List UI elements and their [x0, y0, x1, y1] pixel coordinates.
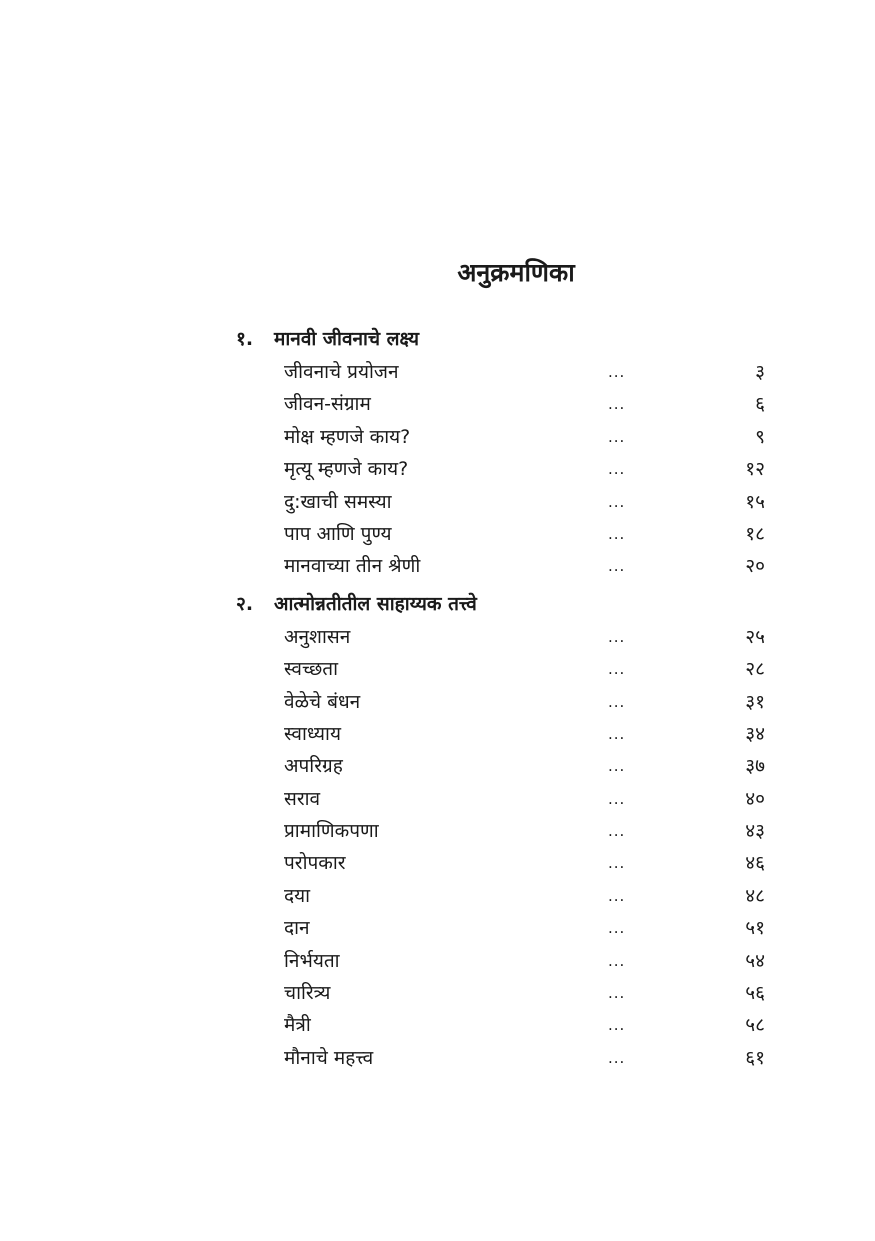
entry-page-number: ४८: [745, 884, 765, 907]
entry-leader-dots: ...: [608, 724, 626, 743]
toc-entry[interactable]: [0, 686, 875, 718]
entry-title: अपरिग्रह: [284, 755, 343, 778]
toc-entry[interactable]: [0, 718, 875, 750]
entry-page-number: ५६: [745, 982, 765, 1005]
entry-page-number: ६१: [745, 1046, 765, 1069]
entry-leader-dots: ...: [608, 1016, 626, 1035]
toc-entry[interactable]: [0, 1009, 875, 1041]
section-number: २.: [236, 592, 254, 615]
toc-entry[interactable]: [0, 356, 875, 388]
toc-entry[interactable]: [0, 388, 875, 420]
section-number: १.: [236, 328, 254, 350]
entry-page-number: ५८: [745, 1014, 765, 1037]
toc-entry[interactable]: [0, 486, 875, 518]
entry-page-number: २५: [745, 625, 765, 648]
entry-leader-dots: ...: [608, 1048, 626, 1067]
entry-title: दान: [284, 917, 310, 940]
entry-leader-dots: ...: [608, 460, 626, 479]
entry-title: प्रामाणिकपणा: [284, 820, 379, 843]
entry-leader-dots: ...: [608, 984, 626, 1003]
page-title: अनुक्रमणिका: [457, 258, 575, 287]
entry-title: मोक्ष म्हणजे काय?: [284, 425, 411, 448]
entry-title: सराव: [284, 787, 321, 810]
entry-page-number: ४०: [745, 787, 765, 810]
entry-title: जीवन-संग्राम: [284, 393, 371, 416]
entry-leader-dots: ...: [608, 427, 626, 446]
entry-title: निर्भयता: [284, 949, 340, 972]
entry-page-number: ४३: [745, 820, 765, 843]
entry-title: वेळेचे बंधन: [284, 690, 361, 713]
toc-entry[interactable]: [0, 550, 875, 582]
entry-leader-dots: ...: [608, 395, 626, 414]
table-of-contents: [0, 322, 875, 1074]
entry-title: दु:खाची समस्या: [284, 490, 392, 513]
entry-title: परोपकार: [284, 852, 346, 875]
entry-leader-dots: ...: [608, 919, 626, 938]
toc-entry[interactable]: [0, 815, 875, 847]
entry-page-number: ५४: [745, 949, 765, 972]
entry-leader-dots: ...: [608, 660, 626, 679]
entry-leader-dots: ...: [608, 492, 626, 511]
toc-entry[interactable]: [0, 653, 875, 685]
entry-leader-dots: ...: [608, 822, 626, 841]
entry-page-number: ५१: [745, 917, 765, 940]
entry-title: मानवाच्या तीन श्रेणी: [284, 555, 421, 578]
entry-page-number: १५: [745, 490, 765, 513]
toc-entry[interactable]: [0, 421, 875, 453]
section-title: मानवी जीवनाचे लक्ष्य: [274, 328, 420, 350]
section-heading: [0, 587, 875, 621]
entry-title: मृत्यू म्हणजे काय?: [284, 458, 409, 481]
entry-title: स्वच्छता: [284, 658, 339, 681]
entry-page-number: ३: [755, 361, 765, 383]
toc-section-1: [0, 322, 875, 583]
entry-page-number: १२: [745, 458, 765, 481]
entry-leader-dots: ...: [608, 886, 626, 905]
toc-entry[interactable]: [0, 750, 875, 782]
entry-page-number: १८: [745, 522, 765, 545]
entry-title: चारित्र्य: [284, 982, 331, 1005]
entry-title: अनुशासन: [284, 625, 351, 648]
entry-leader-dots: ...: [608, 363, 626, 381]
toc-section-2: [0, 587, 875, 1074]
entry-leader-dots: ...: [608, 557, 626, 576]
entry-title: मौनाचे महत्त्व: [284, 1046, 374, 1069]
entry-page-number: २८: [745, 658, 765, 681]
toc-entry[interactable]: [0, 847, 875, 879]
entry-title: दया: [284, 884, 311, 907]
toc-entry[interactable]: [0, 977, 875, 1009]
toc-entry[interactable]: [0, 453, 875, 485]
entry-title: जीवनाचे प्रयोजन: [284, 361, 399, 383]
entry-leader-dots: ...: [608, 789, 626, 808]
entry-title: पाप आणि पुण्य: [284, 522, 392, 545]
toc-entry[interactable]: [0, 912, 875, 944]
entry-page-number: ६: [755, 393, 765, 416]
entry-leader-dots: ...: [608, 854, 626, 873]
entry-leader-dots: ...: [608, 757, 626, 776]
entry-leader-dots: ...: [608, 692, 626, 711]
entry-leader-dots: ...: [608, 524, 626, 543]
entry-leader-dots: ...: [608, 951, 626, 970]
entry-page-number: ९: [755, 425, 765, 448]
toc-entry[interactable]: [0, 621, 875, 653]
entry-page-number: ४६: [745, 852, 765, 875]
entry-title: मैत्री: [284, 1014, 311, 1037]
toc-entry[interactable]: [0, 518, 875, 550]
entry-page-number: २०: [745, 555, 765, 578]
entry-page-number: ३४: [745, 722, 765, 745]
toc-entry[interactable]: [0, 783, 875, 815]
entry-page-number: ३१: [745, 690, 765, 713]
section-heading: [0, 322, 875, 356]
section-title: आत्मोन्नतीतील साहाय्यक तत्त्वे: [274, 592, 477, 615]
toc-entry[interactable]: [0, 880, 875, 912]
entry-title: स्वाध्याय: [284, 722, 341, 745]
entry-page-number: ३७: [745, 755, 765, 778]
toc-entry[interactable]: [0, 945, 875, 977]
entry-leader-dots: ...: [608, 627, 626, 646]
toc-entry[interactable]: [0, 1042, 875, 1074]
